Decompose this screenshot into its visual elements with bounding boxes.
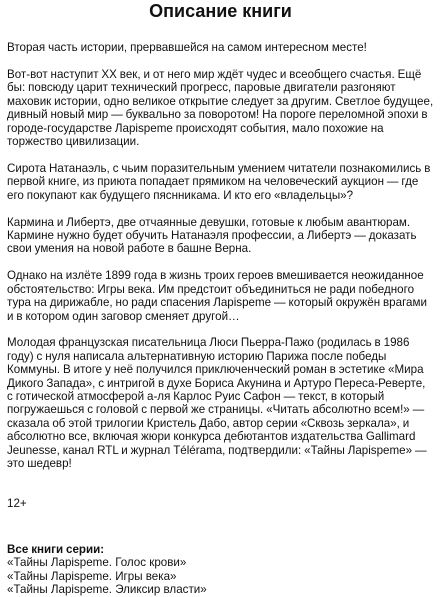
series-item-3[interactable]: «Тайны Ларispeme. Эликсир власти» <box>7 583 207 597</box>
series-item-2[interactable]: «Тайны Ларispeme. Игры века» <box>7 569 177 583</box>
series-heading: Все книги серии: <box>7 542 105 556</box>
author-paragraph: Молодая французская писательница Люси Пьерра-Пажо (родилась в 1986 году) с нуля написала альтернативную историю Парижа после победы Коммуны. В итоге у неё получился приключенческий роман в эстетике «Мира Дикого Запада», с интригой в духе Бориса Акунина и Артуро Переса-Реверте, с готической атмосферой а-ля Карлос Руис Сафон — текст, в который погружаешься с головой с первой же страницы. «Читать абсолютно всем!» — сказала об этой трилогии Кристель Дабо, автор серии «Сквозь зеркала», и абсолютно все, включая жюри конкурса дебютантов издательства Gallimard Jeunesse, канал RTL и журнал Télérama, подтвердили: «Тайны Ларispeme» — это шедевр! <box>7 336 427 471</box>
description-paragraph-1: Вторая часть истории, прервавшейся на самом интересном месте! <box>7 41 367 54</box>
description-paragraph-4: Кармина и Либертэ, две отчаянные девушки, готовые к любым авантюрам. Кармине нужно будет обучить Натанаэля профессии, а Либертэ — доказать свои умения на новой работе в башне Верна. <box>7 215 417 256</box>
series-item-1[interactable]: «Тайны Ларispeme. Голос крови» <box>7 556 187 570</box>
description-paragraph-2: Вот-вот наступит XX век, и от него мир ждёт чудес и всеобщего счастья. Ещё бы: повсюду царит технический прогресс, паровые двигатели разгоняют маховик истории, одно великое открытие следует за другим. Светлое будущее, дивный новый мир — буквально за поворотом! На пороге переломной эпохи в городе-государстве Ларispeme происходят события, мало похожие на торжество цивилизации. <box>7 67 434 148</box>
description-paragraph-3: Сирота Натанаэль, с чьим поразительным умением читатели познакомились в первой книге, из приюта попадает прямиком на человеческий аукцион — где его покупают как будущего пяснникама. И кто его «владельцы»? <box>7 161 431 202</box>
age-rating: 12+ <box>7 497 27 511</box>
description-paragraph-5: Однако на излёте 1899 года в жизнь троих героев вмешивается неожиданное обстоятельство: Игры века. Им предстоит объединиться не ради победного тура на дирижабле, но ради спасения Ларispeme — который окружён врагами и в котором один заговор сменяет другой… <box>7 269 427 323</box>
page-title: Описание книги <box>149 1 292 21</box>
